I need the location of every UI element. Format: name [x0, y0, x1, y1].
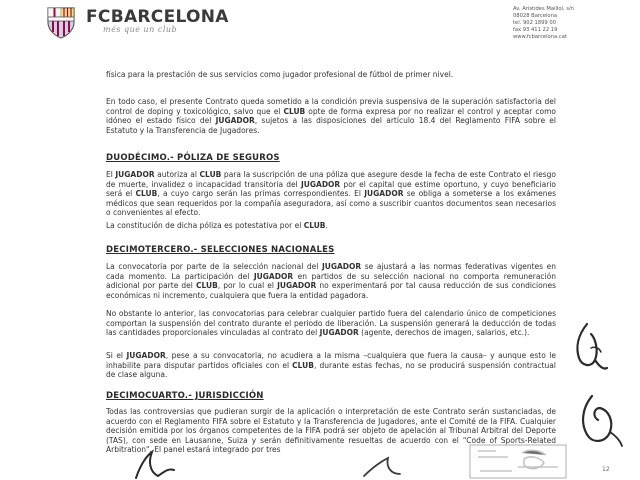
- party-name-emphasis: CLUB: [199, 170, 222, 179]
- section-12-heading: DUODÉCIMO.- PÓLIZA DE SEGUROS: [106, 153, 280, 163]
- address-line: tel. 902 1899 00: [513, 20, 556, 26]
- handwritten-bottom-initial: [130, 448, 180, 480]
- party-name-emphasis: JUGADOR: [126, 351, 166, 360]
- address-line: Av. Arístides Maillol, s/n: [513, 6, 574, 12]
- party-name-emphasis: CLUB: [303, 221, 326, 230]
- address-line: www.fcbarcelona.cat: [513, 34, 567, 40]
- paragraph-text: La constitución de dicha póliza es potestativa por el CLUB.: [106, 221, 328, 230]
- section-13-paragraph-1: [106, 262, 556, 300]
- section-13-heading: DECIMOTERCERO.- SELECCIONES NACIONALES: [106, 245, 335, 255]
- brand-motto: més que un club: [103, 25, 178, 34]
- handwritten-initial-mark: [565, 320, 615, 375]
- section-13-paragraph-3: [106, 351, 556, 380]
- address-line: 08028 Barcelona: [513, 13, 558, 19]
- handwritten-signature-mark: [572, 390, 627, 450]
- party-name-emphasis: JUGADOR: [215, 116, 255, 126]
- party-name-emphasis: CLUB: [135, 189, 158, 199]
- section-12-paragraph-1: [106, 170, 556, 218]
- party-name-emphasis: JUGADOR: [319, 328, 359, 338]
- paragraph-text: El JUGADOR autoriza al CLUB para la suscripción de una póliza que asegure desde la fecha de este Contrato el riesgo de muerte, invalidez o incapacidad transitoria del JUGADOR por el capital que estime oportuno, y cuyo beneficiario será el CLUB, a cuyo cargo serán las primas correspondientes. El JUGADOR se obliga a someterse a los exámenes médicos que sean requeridos por la compañía aseguradora, así como a suscribir cuantos documentos sean necesarios o convenientes al efecto.: [106, 170, 557, 218]
- brand-name: [86, 8, 229, 26]
- intro-paragraph-2: [106, 97, 556, 135]
- paragraph-text: La convocatoria por parte de la selección nacional del JUGADOR se ajustará a las normas federativas vigentes en cada momento. La participación del JUGADOR en partidos de su selección nacional no comporta remuneración adicional por parte del CLUB, por lo cual el JUGADOR no experimentará por tal causa reducción de sus condiciones económicas ni incremento, cualquiera que fuera la entidad pagadora.: [106, 262, 556, 300]
- club-address: [513, 6, 623, 41]
- paragraph-text: Si el JUGADOR, pese a su convocatoria, no acudiera a la misma –cualquiera que fuera la causa– y aunque esto le inhabilite para disputar partidos oficiales con el CLUB, durante estas fechas, no se producirá suspensión contractual de clase alguna.: [106, 351, 556, 380]
- handwritten-bottom-mark: [360, 452, 410, 480]
- party-name-emphasis: JUGADOR: [321, 262, 362, 271]
- paragraph-text: Todas las controversias que pudieran surgir de la aplicación o interpretación de este Contrato serán sustanciadas, de acuerdo con el Reglamento FIFA sobre el Estatuto y la Transferencia de Jugadores, ante el Comité de la FIFA. Cualquier decisión emitida por los órganos competentes de la FIFA podrá ser objeto de apelación al Tribunal Arbitral del Deporte (TAS), con sede en Lausanne, Suiza y serán definitivamente resueltas de acuerdo con el "Code of Sports-Related Arbitration". El panel estará integrado por tres: [106, 407, 556, 455]
- party-name-emphasis: CLUB: [283, 106, 306, 116]
- page-number: 12: [602, 466, 610, 473]
- party-name-emphasis: JUGADOR: [253, 271, 294, 281]
- party-name-emphasis: JUGADOR: [277, 281, 317, 291]
- paragraph-text: física para la prestación de sus servicios como jugador profesional de fútbol de primer nivel.: [106, 70, 454, 79]
- address-line: fax 93 411 22 19: [513, 27, 558, 33]
- fcb-crest-logo: [44, 5, 78, 39]
- party-name-emphasis: JUGADOR: [115, 170, 155, 179]
- party-name-emphasis: CLUB: [292, 360, 314, 370]
- party-name-emphasis: JUGADOR: [300, 179, 341, 189]
- party-name-emphasis: CLUB: [195, 281, 218, 291]
- notary-stamp: [468, 443, 568, 480]
- section-13-paragraph-2: [106, 309, 556, 338]
- party-name-emphasis: JUGADOR: [364, 189, 404, 199]
- intro-paragraph-1: [106, 70, 556, 80]
- paragraph-text: No obstante lo anterior, las convocatorias para celebrar cualquier partido fuera del calendario único de competiciones comportan la suspensión del contrato durante el periodo de liberación. La suspensión generará la deducción de todas las cantidades proporcionales vinculadas al contrato del JUGADOR (agente, derechos de imagen, salarios, etc.).: [106, 309, 556, 338]
- paragraph-text: En todo caso, el presente Contrato queda sometido a la condición previa suspensiva de la superación satisfactoria del control de doping y toxicológico, salvo que el CLUB opte de forma expresa por no realizar el control y aceptar como idóneo el estado físico del JUGADOR, sujetos a las disposiciones del artículo 18.4 del Reglamento FIFA sobre el Estatuto y la Transferencia de Jugadores.: [106, 97, 556, 135]
- section-12-paragraph-2: [106, 221, 556, 231]
- section-14-heading: DECIMOCUARTO.- JURISDICCIÓN: [106, 391, 264, 401]
- brand-text: FCBARCELONA: [86, 7, 229, 27]
